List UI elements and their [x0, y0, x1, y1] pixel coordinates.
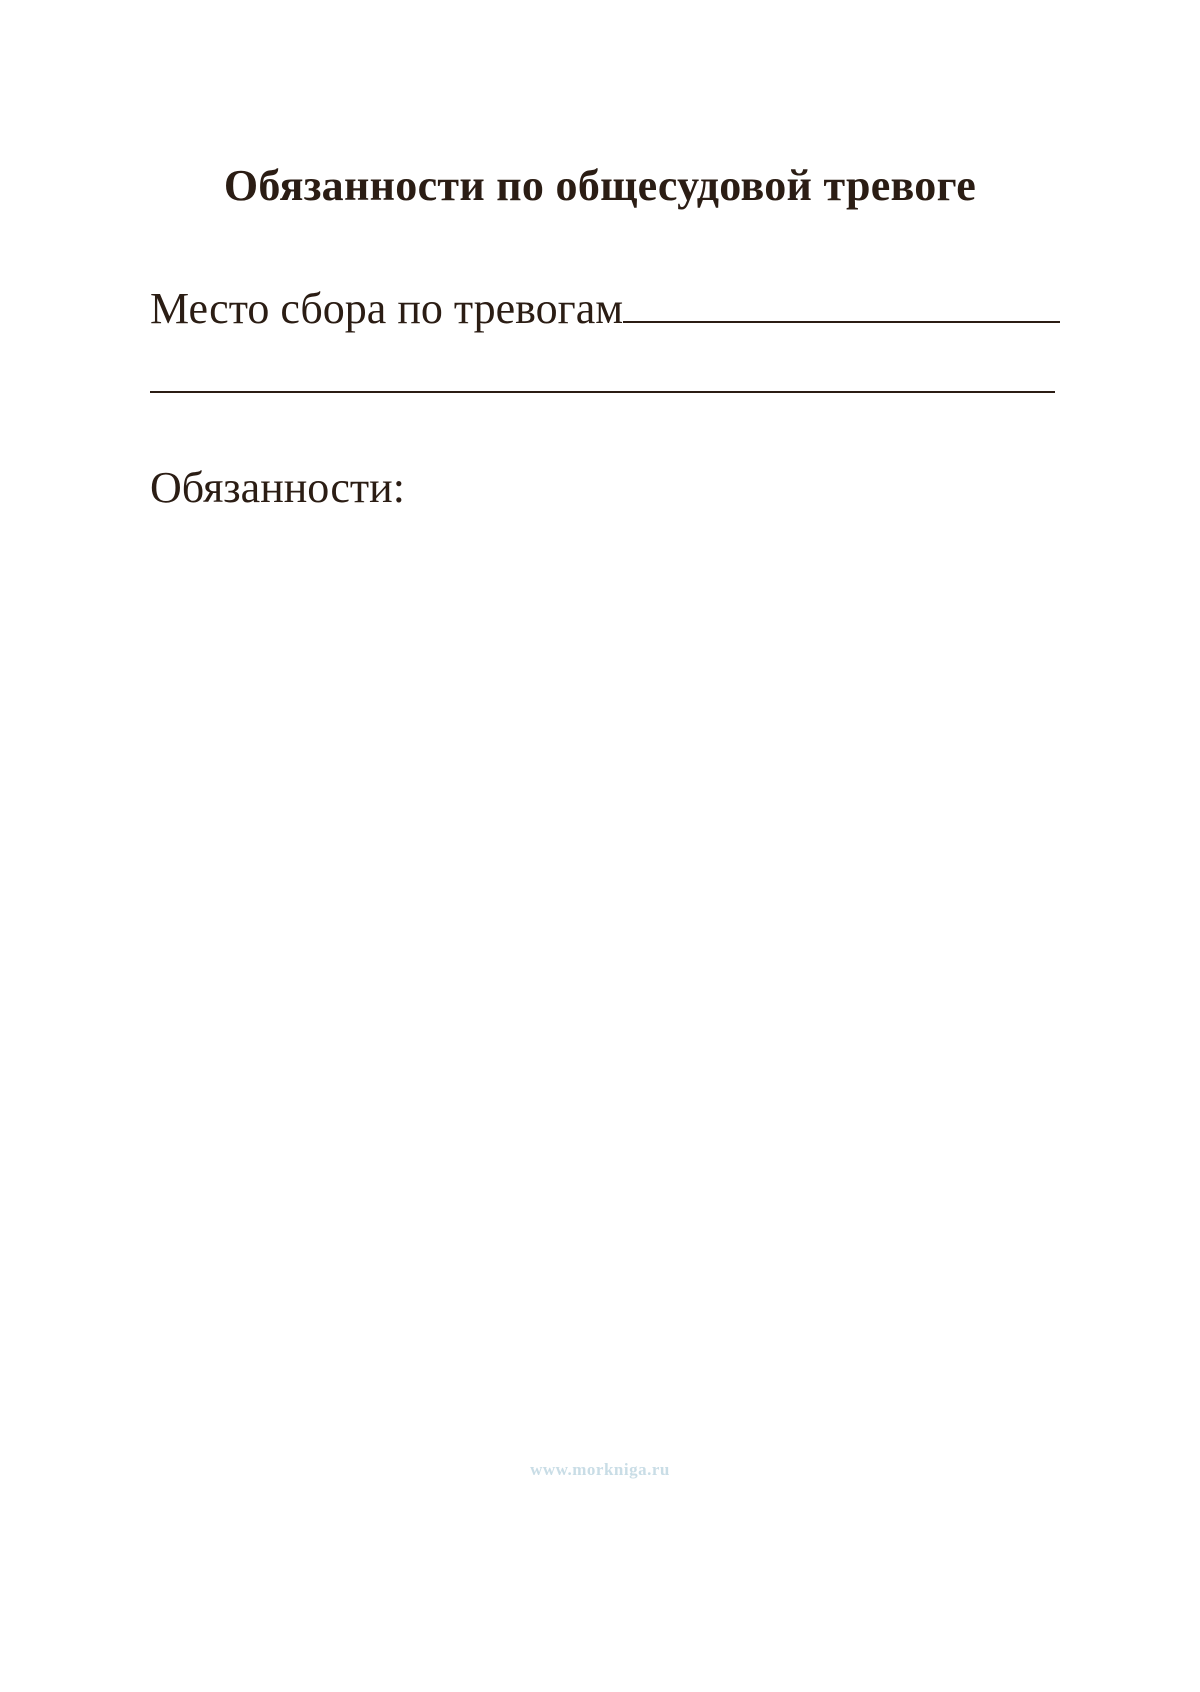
assembly-point-fill-line-second — [150, 391, 1055, 393]
assembly-point-label: Место сбора по тревогам — [150, 284, 624, 333]
watermark: www.morkniga.ru — [530, 1460, 670, 1479]
assembly-point-fill-line — [623, 320, 1060, 323]
duties-label: Обязанности: — [150, 463, 405, 512]
page-title: Обязанности по общесудовой тревоге — [223, 161, 977, 210]
assembly-point-row — [150, 285, 1060, 333]
